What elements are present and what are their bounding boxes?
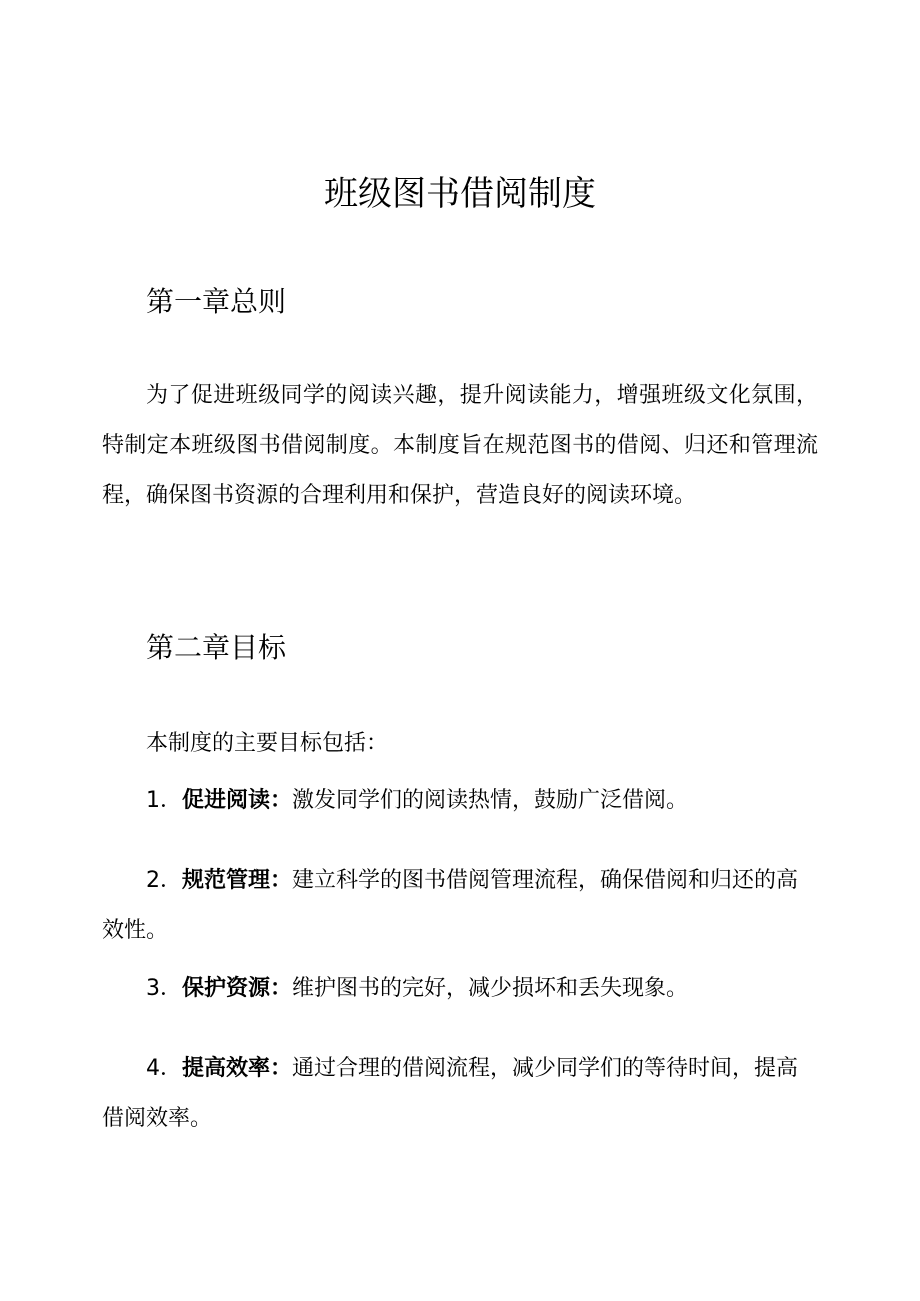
goal-item-2: [102, 856, 818, 956]
goal-item-1: [102, 776, 818, 826]
goal-item-term: 保护资源：: [182, 976, 293, 1001]
goal-item-term: 规范管理：: [182, 868, 293, 893]
goal-item-4: [102, 1044, 818, 1144]
goal-item-text: 激发同学们的阅读热情，鼓励广泛借阅。: [292, 788, 689, 813]
chapter-1-heading: 第一章总则: [146, 285, 287, 318]
goal-item-number: 3．: [146, 976, 182, 1001]
goal-item-term: 提高效率：: [182, 1056, 293, 1081]
goal-item-text: 维护图书的完好，减少损坏和丢失现象。: [292, 976, 689, 1001]
goal-item-3: [102, 964, 818, 1014]
goal-item-number: 2．: [146, 868, 182, 893]
document-title: 班级图书借阅制度: [324, 174, 596, 214]
chapter-2-heading: 第二章目标: [146, 631, 287, 664]
goal-item-number: 4．: [146, 1056, 182, 1081]
goal-item-term: 促进阅读：: [182, 788, 293, 813]
goal-item-number: 1．: [146, 788, 182, 813]
chapter-2-intro: 本制度的主要目标包括：: [146, 731, 389, 756]
goal-item-text: 建立科学的图书借阅管理流程，确保借阅和归还的高效性。: [102, 868, 799, 943]
goal-item-text: 通过合理的借阅流程，减少同学们的等待时间，提高借阅效率。: [102, 1056, 799, 1131]
chapter-1-paragraph: 为了促进班级同学的阅读兴趣，提升阅读能力，增强班级文化氛围，特制定本班级图书借阅制度。本制度旨在规范图书的借阅、归还和管理流程，确保图书资源的合理利用和保护，营造良好的阅读环境。: [102, 383, 818, 508]
